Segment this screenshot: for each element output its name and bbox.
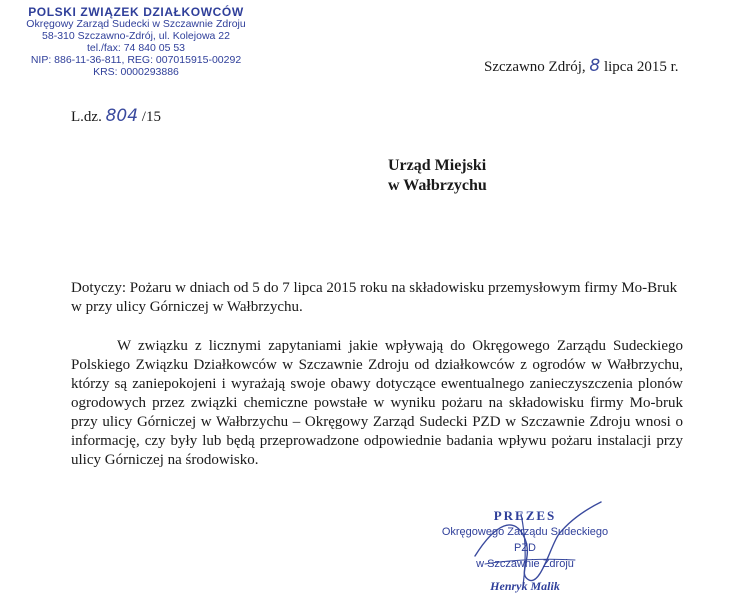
place-and-date xyxy=(484,56,679,76)
signature-stamp xyxy=(430,508,620,594)
stamp-org-name: POLSKI ZWIĄZEK DZIAŁKOWCÓW xyxy=(28,5,244,19)
signature-stamp-title: PREZES xyxy=(493,508,557,523)
stamp-phone: tel./fax: 74 840 05 53 xyxy=(86,42,186,54)
handwritten-day: 8 xyxy=(589,56,601,76)
reference-suffix: /15 xyxy=(141,109,161,125)
organization-header-stamp xyxy=(20,6,252,78)
reference-number xyxy=(71,106,161,126)
signature-stamp-line-2: w Szczawnie Zdroju xyxy=(476,558,574,570)
body-paragraph: W związku z licznymi zapytaniami jakie wpływają do Okręgowego Zarządu Sudeckiego Polskiego Związku Działkowców w Szczawnie Zdroju od działkowców z ogrodów w Wałbrzychu, którzy są zaniepokojeni i wyrażają swoje obawy dotyczące ewentualnego zanieczyszczenia plonów ogrodowych przez związki chemiczne powstałe w wyniku pożaru na składowisku firmy Mo-bruk przy ulicy Górniczej w Wałbrzychu – Okręgowy Zarząd Sudecki PZD w Szczawnie Zdroju wnosi o informację, czy były lub będą przeprowadzone odpowiednie badania wpływu pożaru instalacji przy ulicy Górniczej na środowisko. xyxy=(71,338,683,468)
signatory-name: Henryk Malik xyxy=(490,579,560,593)
subject-line: Dotyczy: Pożaru w dniach od 5 do 7 lipca 2015 roku na składowisku przemysłowym firmy Mo-Bruk w przy ulicy Górniczej w Wałbrzychu. xyxy=(71,280,678,315)
addressee-line-1: Urząd Miejski xyxy=(388,157,487,174)
signature-stamp-line-1: Okręgowego Zarządu Sudeckiego PZD xyxy=(441,526,609,554)
stamp-ids: NIP: 886-11-36-811, REG: 007015915-00292 xyxy=(30,54,242,66)
date-rest: lipca 2015 r. xyxy=(603,59,679,75)
place-name: Szczawno Zdrój, xyxy=(484,59,586,75)
reference-prefix: L.dz. xyxy=(71,109,102,125)
stamp-krs: KRS: 0000293886 xyxy=(93,66,179,78)
addressee-line-2: w Wałbrzychu xyxy=(388,177,487,194)
letter-body xyxy=(71,337,683,470)
handwritten-reference-number: 804 xyxy=(105,106,139,126)
stamp-address: 58-310 Szczawno-Zdrój, ul. Kolejowa 22 xyxy=(42,30,230,42)
stamp-org-unit: Okręgowy Zarząd Sudecki w Szczawnie Zdroju xyxy=(26,18,246,30)
addressee-block xyxy=(388,156,487,196)
